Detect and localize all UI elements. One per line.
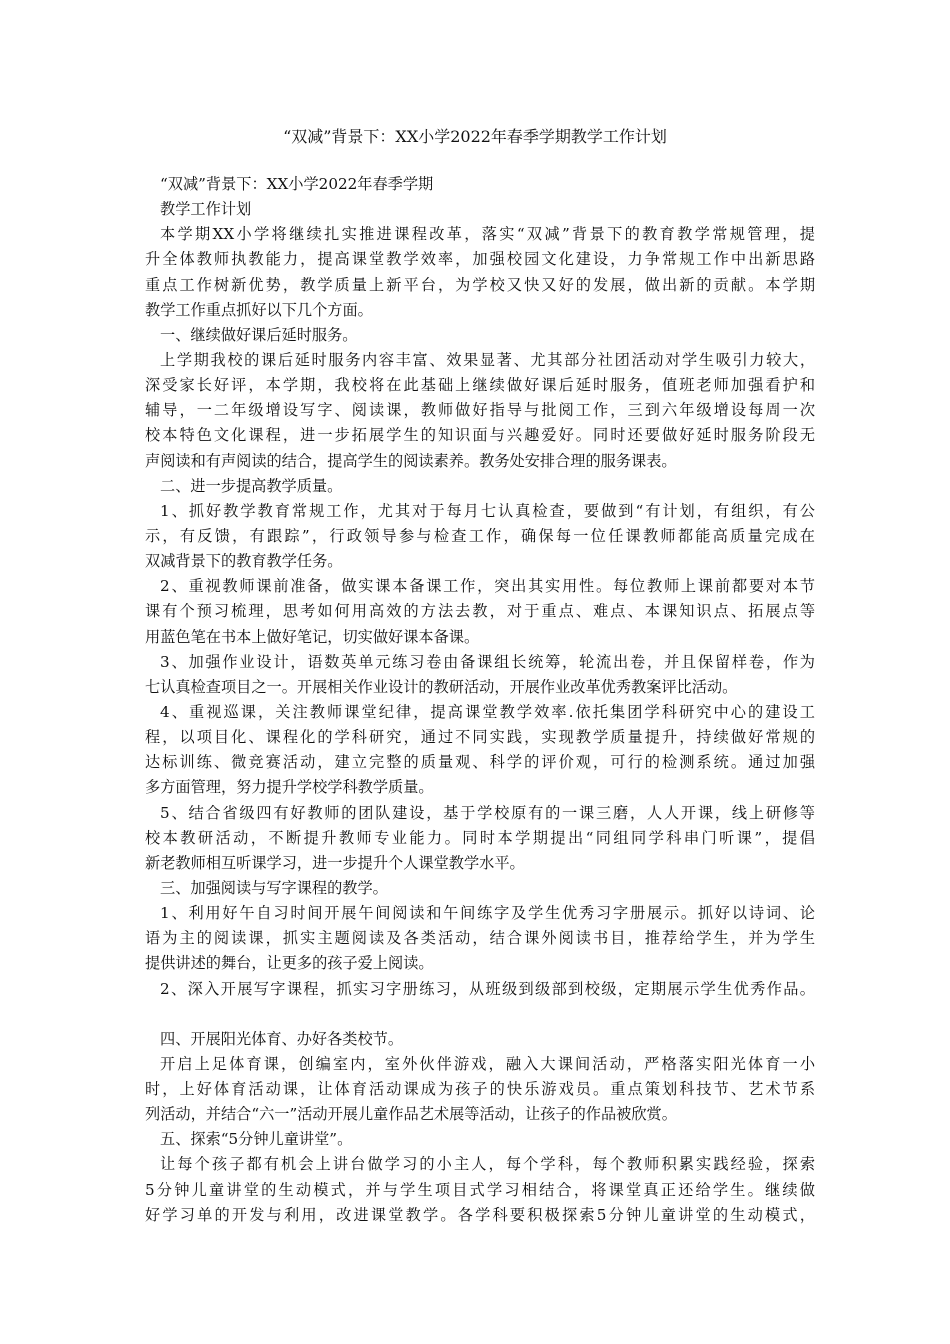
text-line: 1、抓好教学教育常规工作，尤其对于每月七认真检查，要做到“有计划，有组织，有公 (160, 501, 815, 520)
text-line: 双减背景下的教育教学任务。 (145, 552, 343, 571)
text-line: 多方面管理，努力提升学校学科教学质量。 (145, 778, 434, 797)
text-line: 2、重视教师课前准备，做实课本备课工作，突出其实用性。每位教师上课前都要对本节 (160, 577, 815, 596)
text-line: 五、探索“5分钟儿童讲堂”。 (160, 1130, 353, 1149)
text-line: 本学期XX小学将继续扎实推进课程改革，落实“双减”背景下的教育教学常规管理，提 (160, 225, 815, 244)
text-line: 校本教研活动，不断提升教师专业能力。同时本学期提出“同组同学科串门听课”，提倡 (145, 828, 815, 847)
text-line: 5、结合省级四有好教师的团队建设，基于学校原有的一课三磨，人人开课，线上研修等 (160, 803, 815, 822)
text-line: 4、重视巡课，关注教师课堂纪律，提高课堂教学效率.依托集团学科研究中心的建设工 (160, 702, 815, 721)
text-line: 1、利用好午自习时间开展午间阅读和午间练字及学生优秀习字册展示。抓好以诗词、论 (160, 904, 815, 923)
text-line: 提供讲述的舞台，让更多的孩子爱上阅读。 (145, 954, 434, 973)
text-line: 新老教师相互听课学习，进一步提升个人课堂教学水平。 (145, 853, 525, 872)
text-line: 用蓝色笔在书本上做好笔记，切实做好课本备课。 (145, 627, 480, 646)
document-body (145, 172, 815, 1228)
text-line: 七认真检查项目之一。开展相关作业设计的教研活动，开展作业改革优秀教案评比活动。 (145, 677, 738, 696)
text-line: 一、继续做好课后延时服务。 (160, 325, 358, 344)
text-line: 四、开展阳光体育、办好各类校节。 (160, 1029, 403, 1048)
text-line: 开启上足体育课，创编室内，室外伙伴游戏，融入大课间活动，严格落实阳光体育一小 (160, 1054, 815, 1073)
text-line: 语为主的阅读课，抓实主题阅读及各类活动，结合课外阅读书目，推荐给学生，并为学生 (145, 929, 815, 948)
text-line: 教学工作计划 (160, 200, 252, 219)
text-line: 上学期我校的课后延时服务内容丰富、效果显著、尤其部分社团活动对学生吸引力较大， (160, 350, 815, 369)
text-line: 2、深入开展写字课程，抓实习字册练习，从班级到级部到校级，定期展示学生优秀作品。 (160, 979, 815, 998)
text-line: “双减”背景下：XX小学2022年春季学期 (160, 175, 434, 193)
document-title: “双减”背景下：XX小学2022年春季学期教学工作计划 (283, 127, 667, 146)
text-line: 好学习单的开发与利用，改进课堂教学。各学科要积极探索5分钟儿童讲堂的生动模式， (145, 1205, 815, 1224)
text-line: 程，以项目化、课程化的学科研究，通过不同实践，实现教学质量提升，持续做好常规的 (145, 728, 815, 747)
text-line: 三、加强阅读与写字课程的教学。 (160, 878, 388, 897)
text-line: 让每个孩子都有机会上讲台做学习的小主人，每个学科，每个教师积累实践经验，探索 (160, 1155, 815, 1174)
text-line: 声阅读和有声阅读的结合，提高学生的阅读素养。教务处安排合理的服务课表。 (145, 451, 677, 470)
text-line: 升全体教师执教能力，提高课堂教学效率，加强校园文化建设，力争常规工作中出新思路 (145, 250, 815, 269)
text-line: 达标训练、微竞赛活动，建立完整的质量观、科学的评价观，可行的检测系统。通过加强 (145, 753, 815, 772)
text-line: 教学工作重点抓好以下几个方面。 (145, 300, 373, 319)
text-line: 示，有反馈，有跟踪”，行政领导参与检查工作，确保每一位任课教师都能高质量完成在 (145, 526, 815, 545)
text-line: 5分钟儿童讲堂的生动模式，并与学生项目式学习相结合，将课堂真正还给学生。继续做 (145, 1180, 815, 1199)
text-line: 校本特色文化课程，进一步拓展学生的知识面与兴趣爱好。同时还要做好延时服务阶段无 (145, 426, 815, 445)
text-line: 列活动，并结合“六一”活动开展儿童作品艺术展等活动，让孩子的作品被欣赏。 (145, 1105, 677, 1124)
text-line: 辅导，一二年级增设写字、阅读课，教师做好指导与批阅工作，三到六年级增设每周一次 (145, 401, 815, 420)
text-line: 时，上好体育活动课，让体育活动课成为孩子的快乐游戏员。重点策划科技节、艺术节系 (145, 1080, 815, 1099)
text-line: 重点工作树新优势，教学质量上新平台，为学校又快又好的发展，做出新的贡献。本学期 (145, 275, 815, 294)
text-line: 3、加强作业设计，语数英单元练习卷由备课组长统筹，轮流出卷，并且保留样卷，作为 (160, 652, 815, 671)
blank-line (145, 1002, 815, 1027)
text-line: 深受家长好评，本学期，我校将在此基础上继续做好课后延时服务，值班老师加强看护和 (145, 376, 815, 395)
text-line: 二、进一步提高教学质量。 (160, 476, 343, 495)
text-line: 课有个预习梳理，思考如何用高效的方法去教，对于重点、难点、本课知识点、拓展点等 (145, 602, 815, 621)
